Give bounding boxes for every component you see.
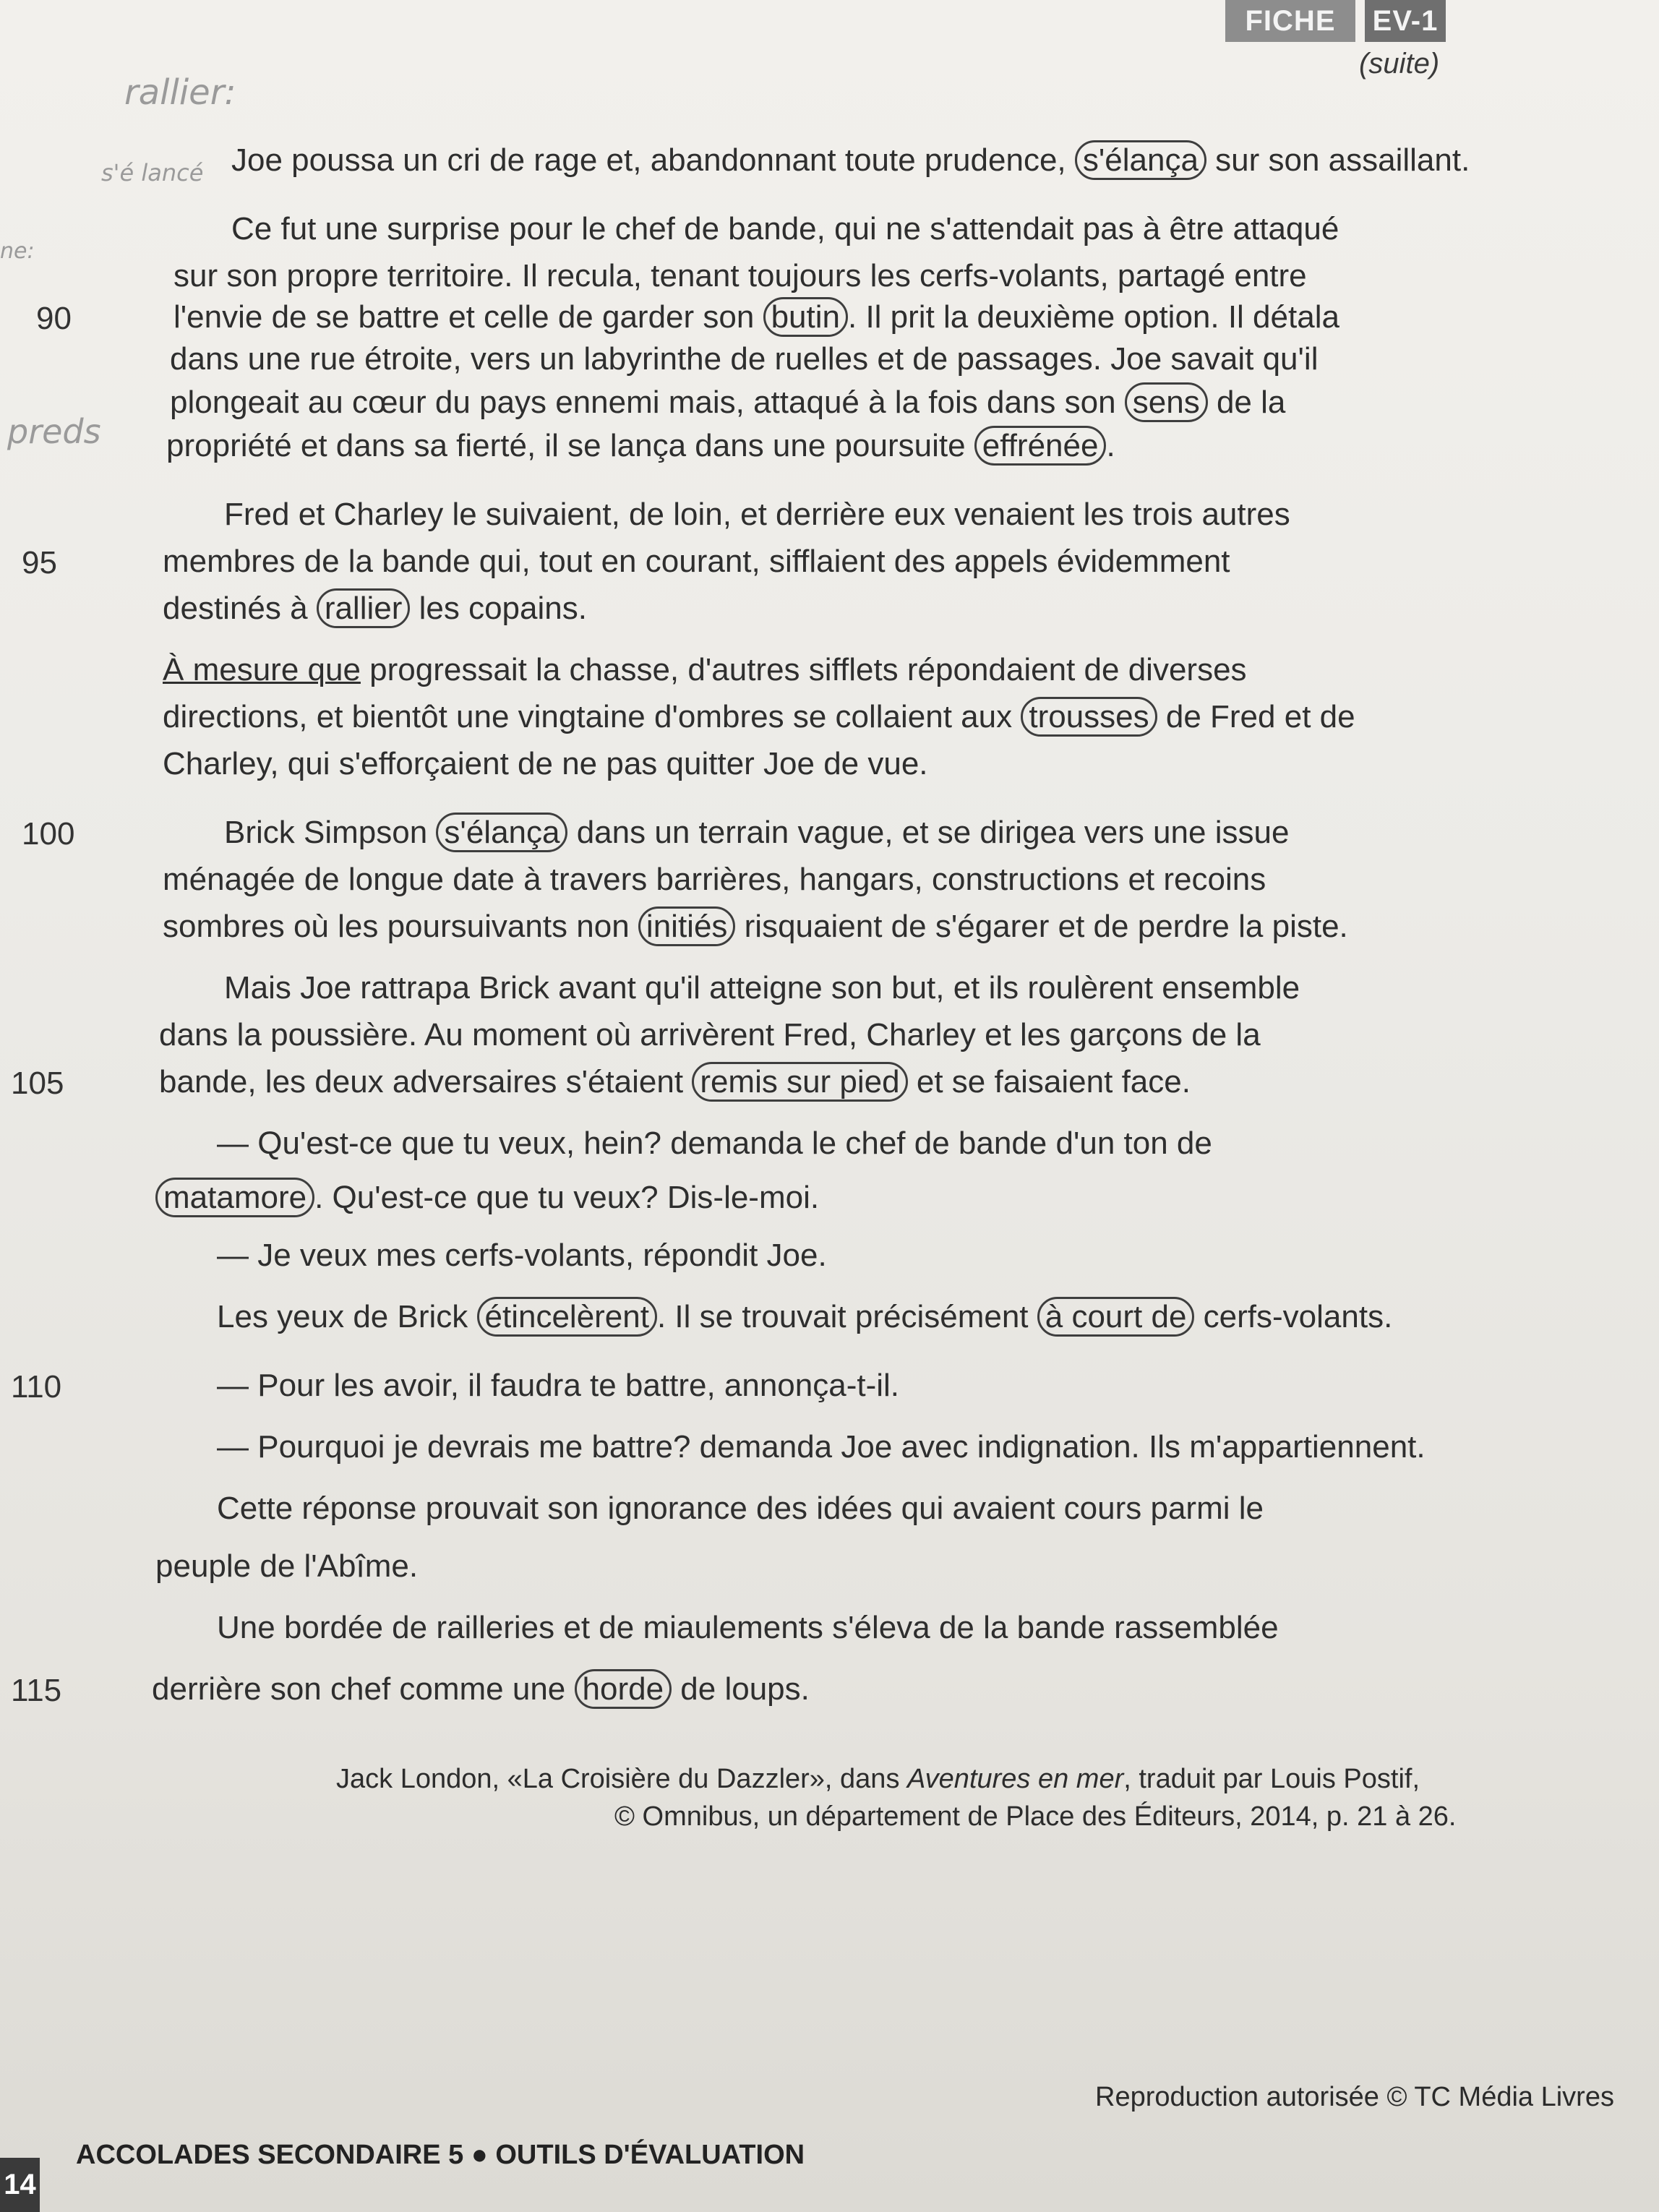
text-line (217, 1366, 899, 1405)
book-footer: ACCOLADES SECONDAIRE 5 ● OUTILS D'ÉVALUATION (76, 2140, 805, 2170)
line-text: Une bordée de railleries et de miaulements s'éleva de la bande rassemblée (217, 1610, 1279, 1645)
citation-author: Jack London, «La Croisière du Dazzler», dans (336, 1764, 908, 1794)
circled-word: horde (575, 1669, 672, 1709)
text-line (163, 745, 928, 784)
line-text: et se faisaient face. (907, 1064, 1191, 1099)
text-line (170, 340, 1318, 379)
circled-word: sens (1125, 382, 1208, 422)
line-text: derrière son chef comme une (152, 1671, 575, 1707)
circled-word: initiés (638, 906, 736, 946)
line-text: ménagée de longue date à travers barrières, hangars, constructions et recoins (163, 862, 1266, 897)
line-text: dans la poussière. Au moment où arrivèrent Fred, Charley et les garçons de la (159, 1017, 1261, 1053)
text-line (217, 1428, 1426, 1467)
line-text: Cette réponse prouvait son ignorance des idées qui avaient cours parmi le (217, 1491, 1264, 1526)
circled-word: matamore (155, 1178, 314, 1217)
line-text: directions, et bientôt une vingtaine d'ombres se collaient aux (163, 699, 1021, 734)
text-line (166, 426, 1115, 466)
citation-book-title: Aventures en mer (907, 1764, 1124, 1794)
text-line (163, 651, 1247, 690)
line-text: Mais Joe rattrapa Brick avant qu'il atteigne son but, et ils roulèrent ensemble (224, 970, 1300, 1006)
text-line (159, 1063, 1191, 1102)
text-line (224, 495, 1290, 534)
line-text: cerfs-volants. (1194, 1299, 1393, 1334)
circled-word: s'élança (436, 813, 567, 852)
circled-word: rallier (317, 588, 411, 628)
suite-label: (suite) (1359, 48, 1440, 80)
text-line (217, 1124, 1212, 1163)
line-text: Fred et Charley le suivaient, de loin, et derrière eux venaient les trois autres (224, 497, 1290, 532)
line-text: — Je veux mes cerfs-volants, répondit Joe. (217, 1238, 827, 1273)
handwritten-note-ne: ne: (0, 239, 35, 264)
line-text: de la (1207, 385, 1286, 420)
reproduction-notice: Reproduction autorisée © TC Média Livres (1095, 2082, 1614, 2112)
line-text: sur son assaillant. (1206, 142, 1470, 178)
text-line (217, 1236, 827, 1275)
circled-word: à court de (1037, 1297, 1195, 1337)
citation-line-1 (336, 1764, 1420, 1795)
line-text: — Pourquoi je devrais me battre? demanda Joe avec indignation. Ils m'appartiennent. (217, 1429, 1426, 1465)
text-line (159, 1016, 1261, 1055)
line-text: dans une rue étroite, vers un labyrinthe de ruelles et de passages. Joe savait qu'il (170, 341, 1319, 377)
line-text: . Il se trouvait précisément (656, 1299, 1037, 1334)
circled-word: trousses (1021, 697, 1157, 737)
line-text: Ce fut une surprise pour le chef de bande, qui ne s'attendait pas à être attaqué (231, 211, 1339, 247)
line-text: . Il prit la deuxième option. Il détala (848, 299, 1339, 335)
underlined-phrase: À mesure que (163, 652, 361, 687)
line-text: risquaient de s'égarer et de perdre la piste. (735, 909, 1348, 944)
line-text: de Fred et de (1157, 699, 1355, 734)
citation-line-2: © Omnibus, un département de Place des Éditeurs, 2014, p. 21 à 26. (614, 1801, 1457, 1832)
circled-word: étincelèrent (477, 1297, 657, 1337)
text-line (170, 383, 1285, 422)
text-line (173, 257, 1307, 296)
text-line (163, 542, 1230, 581)
text-line (163, 907, 1348, 946)
line-text: peuple de l'Abîme. (155, 1548, 419, 1584)
line-text: bande, les deux adversaires s'étaient (159, 1064, 693, 1099)
text-line (152, 1670, 810, 1709)
text-line (163, 860, 1266, 899)
line-text: — Pour les avoir, il faudra te battre, annonça-t-il. (217, 1368, 900, 1403)
fiche-code-badge: EV-1 (1365, 0, 1446, 42)
text-line (173, 298, 1339, 337)
line-number: 110 (11, 1369, 62, 1405)
text-line (217, 1608, 1279, 1647)
line-text: destinés à (163, 591, 317, 626)
line-number: 95 (22, 545, 57, 580)
line-text: progressait la chasse, d'autres sifflets répondaient de diverses (360, 652, 1247, 687)
fiche-badge: FICHE (1225, 0, 1355, 42)
line-text: sombres où les poursuivants non (163, 909, 638, 944)
line-text: de loups. (672, 1671, 810, 1707)
line-text: . (1106, 428, 1115, 463)
handwritten-note-rallier: rallier: (124, 72, 236, 113)
handwritten-note-preds: preds (7, 412, 101, 451)
text-line (224, 969, 1300, 1008)
line-text: dans un terrain vague, et se dirigea vers une issue (567, 815, 1290, 850)
line-text: membres de la bande qui, tout en courant, sifflaient des appels évidemment (163, 544, 1230, 579)
text-line (224, 813, 1289, 852)
line-text: . Qu'est-ce que tu veux? Dis-le-moi. (314, 1180, 820, 1215)
text-line (155, 1178, 819, 1217)
page-number: 14 (0, 2158, 40, 2212)
circled-word: remis sur pied (692, 1062, 907, 1102)
line-text: Charley, qui s'efforçaient de ne pas quitter Joe de vue. (163, 746, 928, 781)
text-line (217, 1489, 1264, 1528)
line-text: Joe poussa un cri de rage et, abandonnant toute prudence, (231, 142, 1075, 178)
circled-word: effrénée (974, 426, 1107, 466)
line-text: — Qu'est-ce que tu veux, hein? demanda le chef de bande d'un ton de (217, 1126, 1212, 1161)
circled-word: butin (763, 297, 848, 337)
text-line (163, 698, 1355, 737)
line-text: propriété et dans sa fierté, il se lança dans une poursuite (166, 428, 974, 463)
line-number: 90 (36, 301, 72, 336)
text-line (163, 589, 587, 628)
line-number: 100 (22, 816, 75, 852)
text-line (231, 141, 1470, 180)
line-number: 105 (11, 1066, 64, 1101)
line-text: sur son propre territoire. Il recula, tenant toujours les cerfs-volants, partagé entre (173, 258, 1307, 293)
text-line (155, 1547, 418, 1586)
citation-translator: , traduit par Louis Postif, (1123, 1764, 1420, 1794)
handwritten-note-elance: s'é lancé (101, 159, 204, 187)
line-text: les copains. (410, 591, 587, 626)
line-text: Brick Simpson (224, 815, 437, 850)
line-text: l'envie de se battre et celle de garder son (173, 299, 763, 335)
line-text: Les yeux de Brick (217, 1299, 477, 1334)
text-line (231, 210, 1339, 249)
line-number: 115 (11, 1673, 62, 1708)
circled-word: s'élança (1075, 140, 1206, 180)
line-text: plongeait au cœur du pays ennemi mais, attaqué à la fois dans son (170, 385, 1125, 420)
text-line (217, 1298, 1392, 1337)
